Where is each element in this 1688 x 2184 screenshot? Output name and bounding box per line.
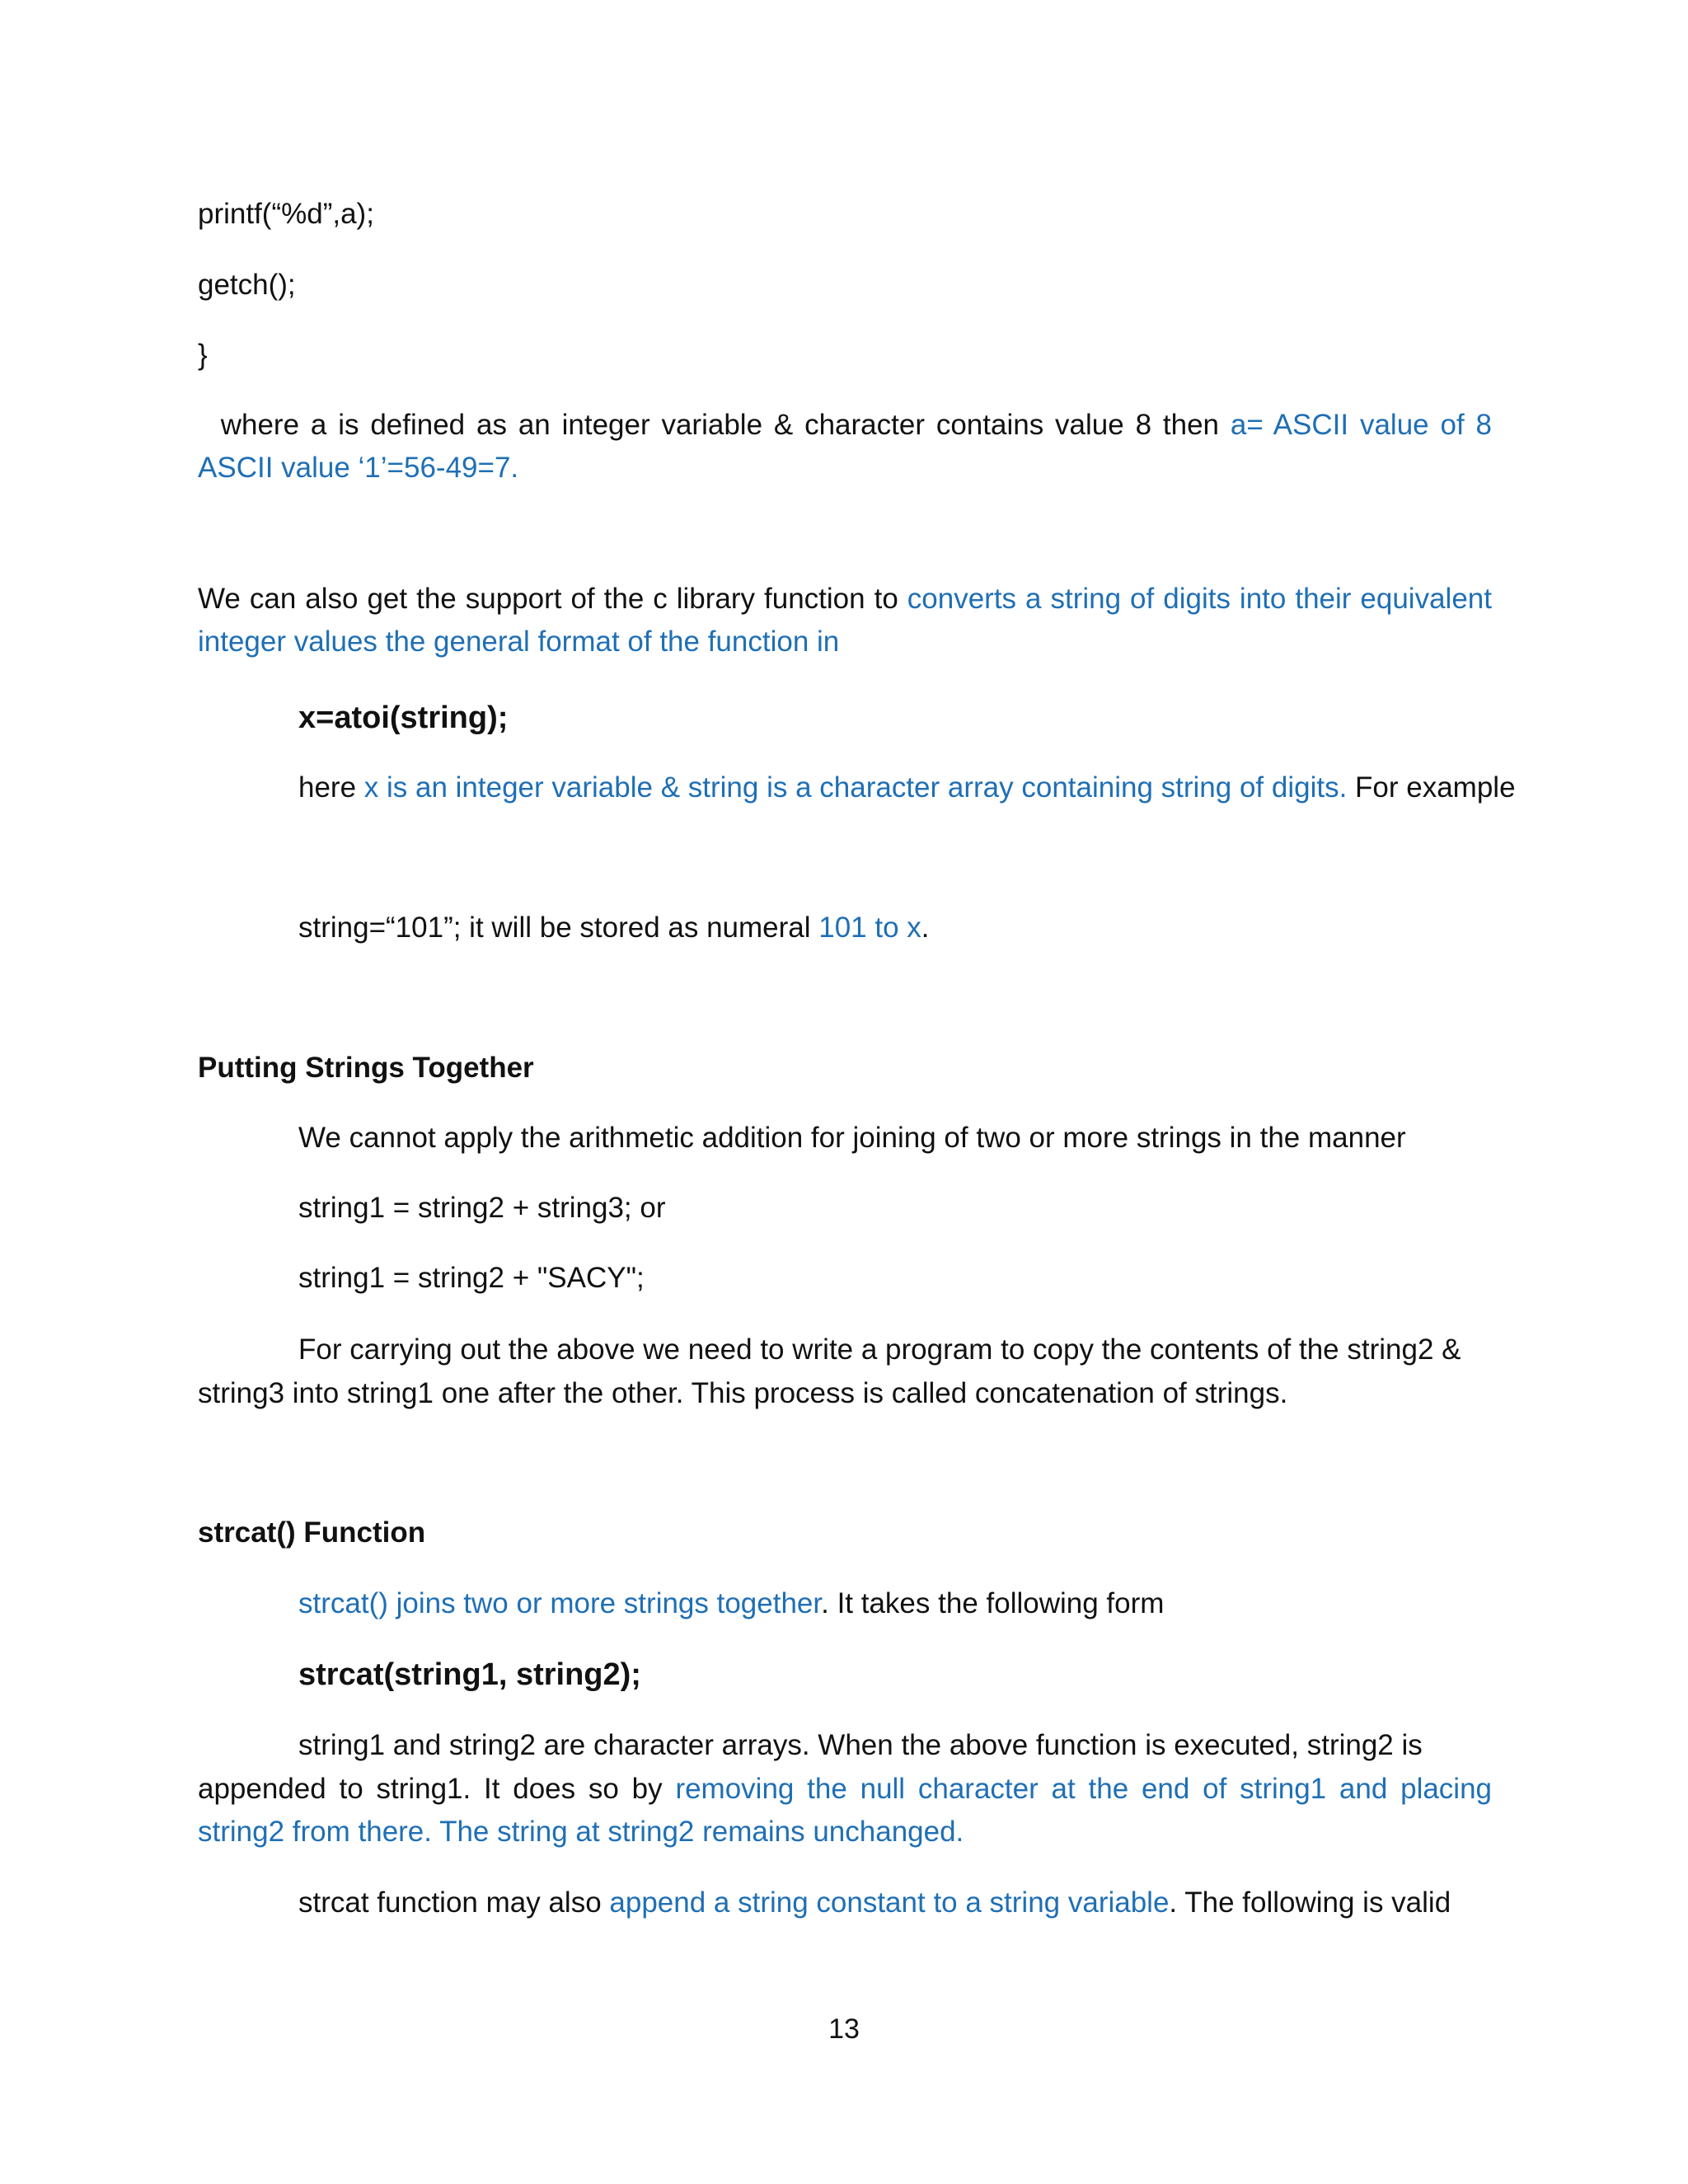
atoi-intro-paragraph (198, 578, 1492, 663)
ascii-explanation-highlight: a= ASCII value of 8 ASCII value ‘1’=56-49=7. (198, 409, 1492, 484)
section-heading-strcat-function: strcat() Function (198, 1516, 426, 1549)
concatenation-explanation-line-1: For carrying out the above we need to write a program to copy the contents of the string2 & (298, 1333, 1461, 1366)
atoi-description (298, 766, 1516, 809)
atoi-example-suffix: . (921, 912, 930, 944)
code-printf-line: printf(“%d”,a); (198, 198, 374, 230)
strcat-explanation-highlight: removing the null character at the end of string1 and placing string2 from there. The string at string2 remains unchanged. (198, 1773, 1493, 1848)
ascii-explanation-text: where a is defined as an integer variable & character contains value 8 then (198, 409, 1231, 441)
section-heading-putting-strings-together: Putting Strings Together (198, 1052, 534, 1084)
strcat-intro-text: . It takes the following form (821, 1587, 1165, 1619)
strcat-syntax: strcat(string1, string2); (298, 1657, 641, 1692)
concatenation-code-line-1: string1 = string2 + string3; or (298, 1192, 666, 1224)
strcat-intro-highlight: strcat() joins two or more strings together (298, 1587, 822, 1619)
code-getch-line: getch(); (198, 269, 296, 301)
atoi-intro-highlight: converts a string of digits into their equivalent integer values the general format of the function in (198, 583, 1492, 658)
atoi-example-text: string=“101”; it will be stored as numeral (298, 912, 819, 944)
atoi-syntax: x=atoi(string); (298, 701, 509, 735)
page-number: 13 (828, 2013, 860, 2045)
strcat-constant-highlight: append a string constant to a string variable (609, 1886, 1170, 1919)
atoi-description-highlight: x is an integer variable & string is a character array containing string of digits. (363, 771, 1348, 804)
strcat-explanation-paragraph (198, 1768, 1492, 1854)
atoi-intro-text: We can also get the support of the c library function to (198, 583, 907, 615)
ascii-explanation-paragraph (198, 404, 1492, 490)
atoi-description-prefix: here (298, 771, 364, 804)
strcat-explanation-line-1: string1 and string2 are character arrays. When the above function is executed, string2 is (298, 1729, 1423, 1761)
concatenation-explanation-line-2: string3 into string1 one after the other. This process is called concatenation of strings. (198, 1377, 1288, 1409)
strcat-explanation-text: appended to string1. It does so by (198, 1773, 676, 1805)
strcat-intro (298, 1582, 1492, 1625)
atoi-example-highlight: 101 to x (818, 912, 921, 944)
concatenation-code-line-2: string1 = string2 + "SACY"; (298, 1262, 645, 1294)
code-closing-brace: } (198, 339, 208, 371)
concatenation-intro: We cannot apply the arithmetic addition for joining of two or more strings in the manner (298, 1122, 1406, 1154)
strcat-constant-text: strcat function may also (298, 1886, 610, 1919)
atoi-description-suffix: For example (1347, 771, 1516, 804)
atoi-example (298, 907, 1492, 949)
strcat-constant-suffix: . The following is valid (1169, 1886, 1451, 1919)
strcat-constant-note (298, 1882, 1492, 1924)
